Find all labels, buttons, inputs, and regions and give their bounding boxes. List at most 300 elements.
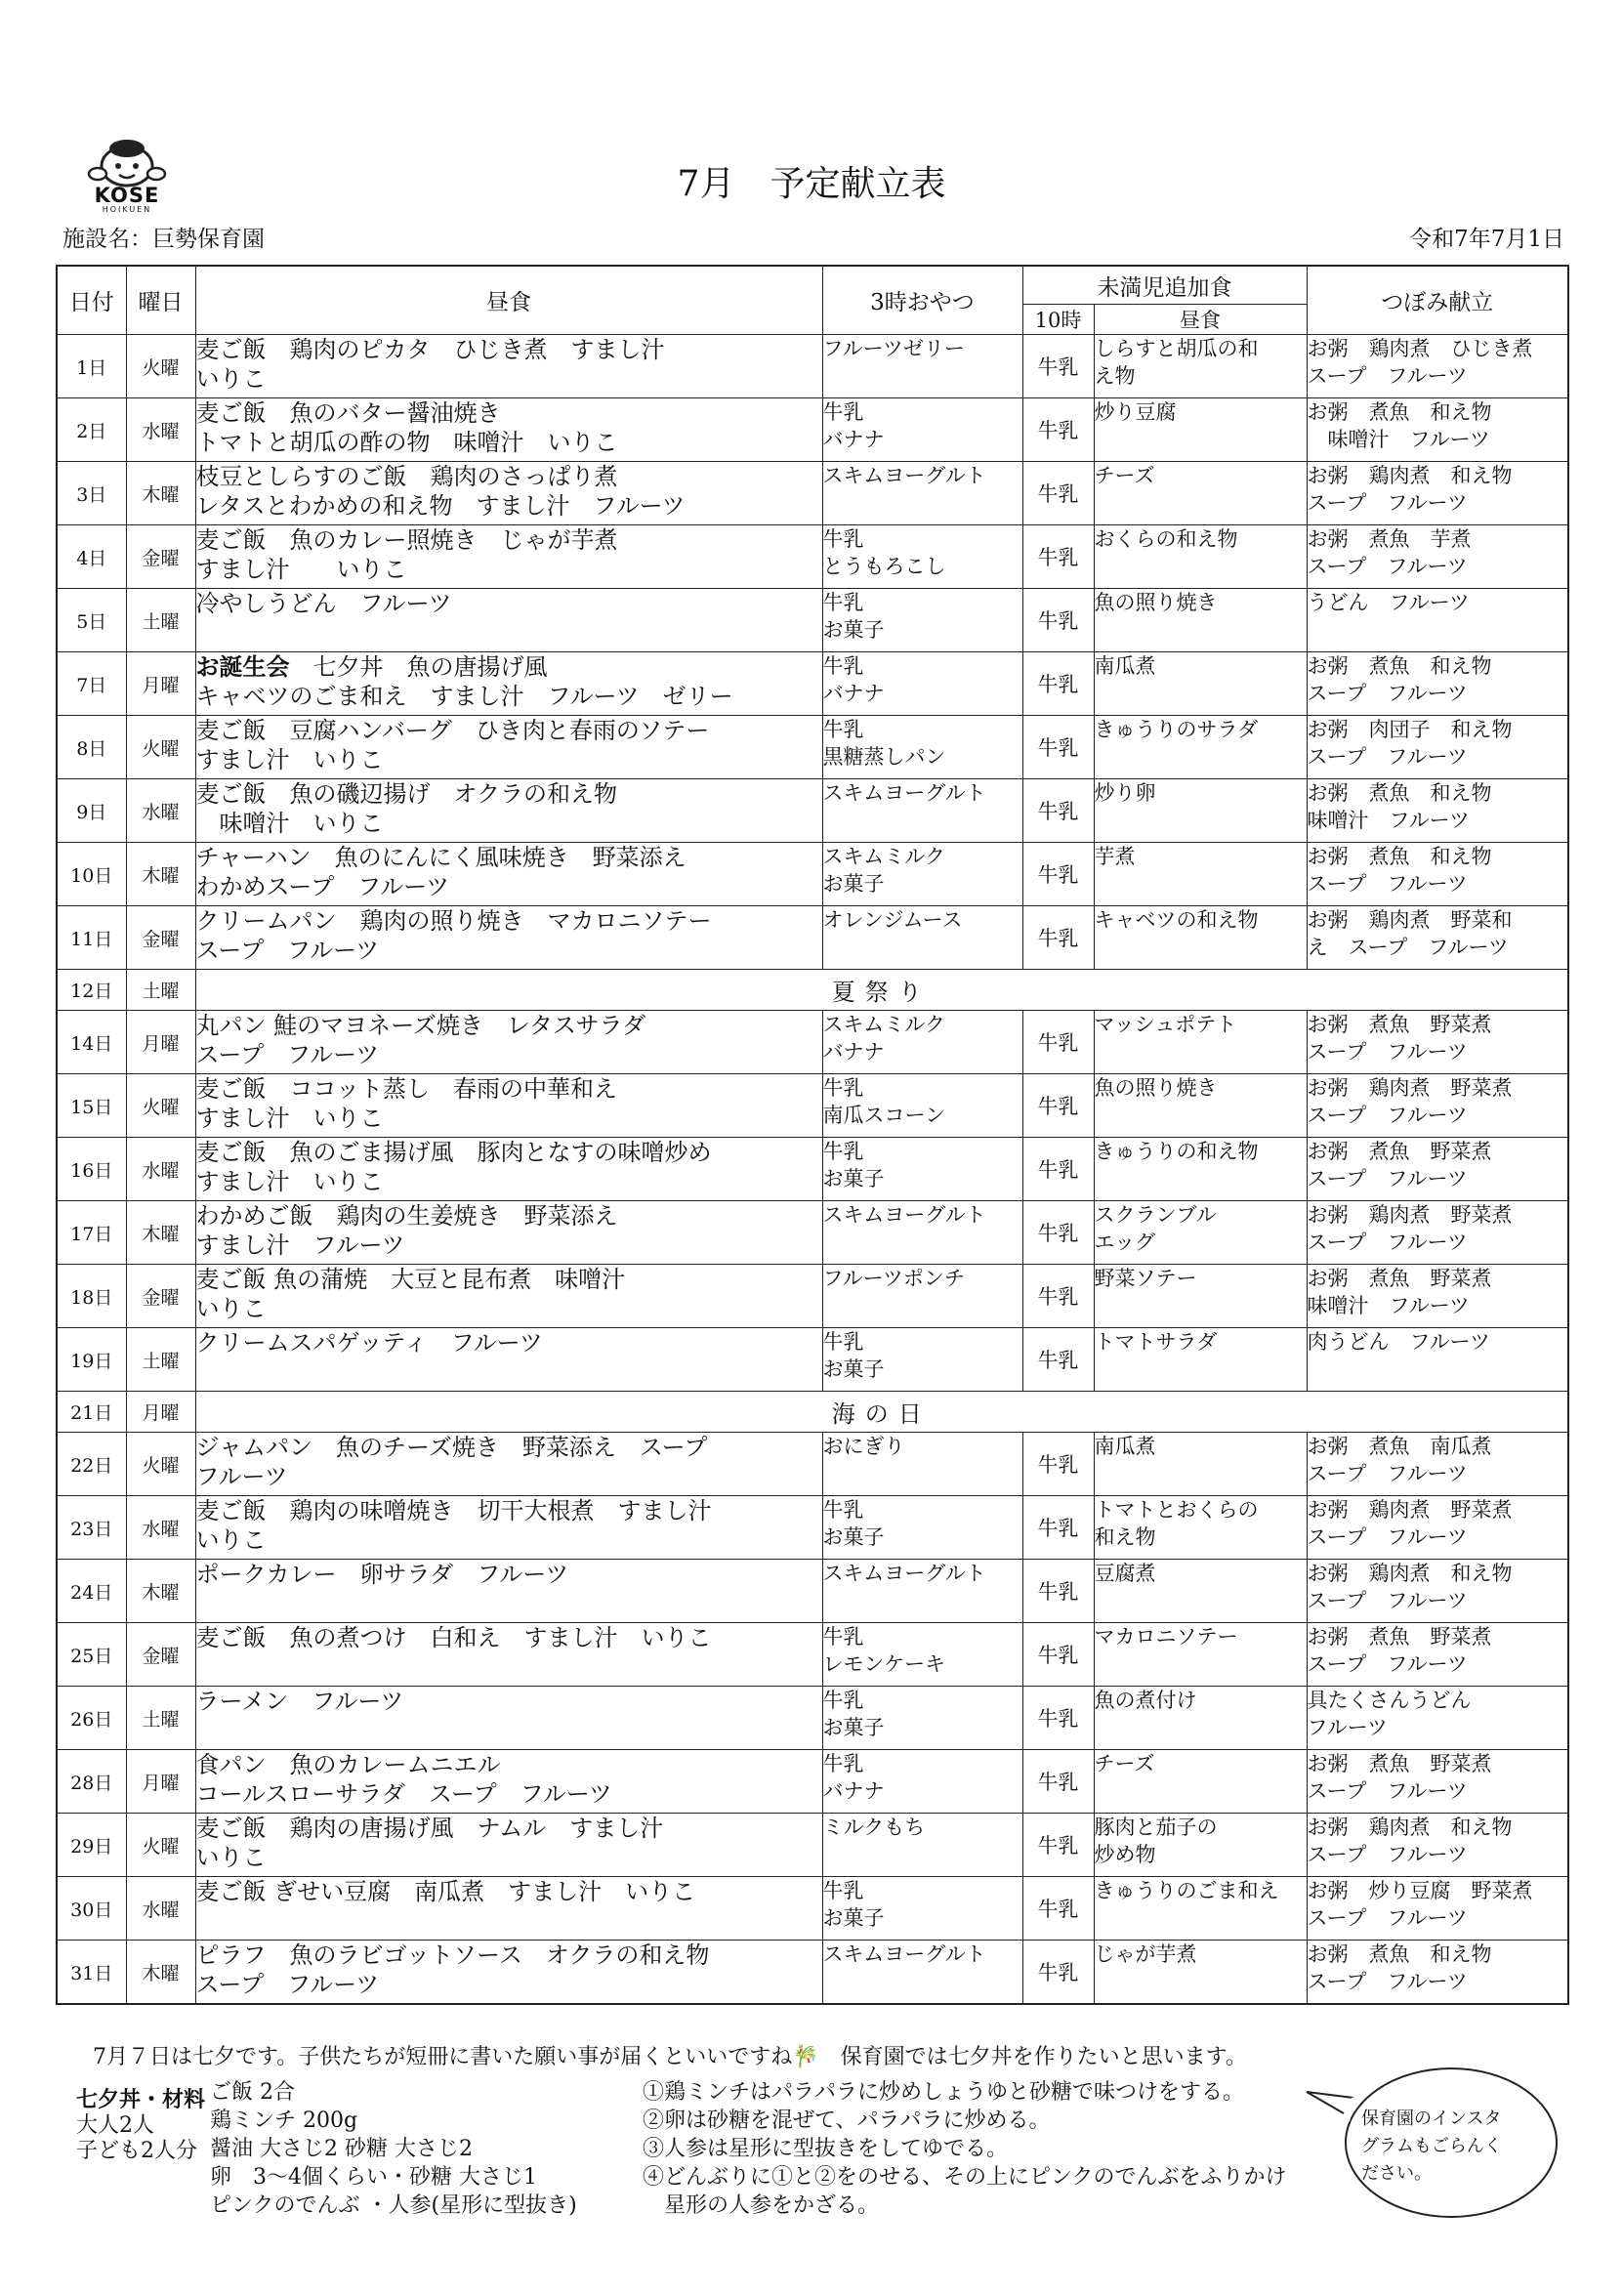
- col-lunch-header: 昼食: [195, 266, 822, 335]
- day-cell: 22日: [57, 1433, 126, 1496]
- lunch-line: スープ フルーツ: [195, 1041, 380, 1068]
- recipe-step: ②卵は砂糖を混ぜて、パラパラに炒める。: [643, 2108, 1051, 2133]
- lunch-line: ラーメン フルーツ: [195, 1688, 404, 1715]
- ten-oclock-cell: 牛乳: [1022, 1138, 1094, 1201]
- table-row: [57, 1138, 1568, 1201]
- lunch-cell: [195, 1074, 822, 1138]
- tsubomi-line: お粥 肉団子 和え物: [1307, 718, 1513, 741]
- lunch-line: 冷やしうどん フルーツ: [195, 590, 452, 617]
- lunch-line: わかめご飯 鶏肉の生姜焼き 野菜添え: [195, 1202, 618, 1230]
- lunch-cell: [195, 335, 822, 398]
- snack-line: おにぎり: [822, 1435, 905, 1458]
- tsubomi-cell: [1307, 589, 1568, 652]
- weekday-cell: 月曜: [126, 1392, 195, 1433]
- snack-line: お菓子: [822, 1716, 885, 1739]
- col-tsubomi-header: つぼみ献立: [1307, 266, 1568, 335]
- snack-line: スキムヨーグルト: [822, 1942, 986, 1966]
- table-row: [57, 652, 1568, 716]
- infant-lunch-cell: [1094, 1496, 1307, 1560]
- lunch-cell: [195, 843, 822, 906]
- tsubomi-line: スープ フルーツ: [1307, 745, 1468, 769]
- lunch-cell: [195, 1433, 822, 1496]
- col-snack-header: 3時おやつ: [822, 266, 1022, 335]
- infant-lunch-line: 野菜ソテー: [1094, 1267, 1197, 1290]
- weekday-cell: 水曜: [126, 398, 195, 462]
- ten-oclock-cell: 牛乳: [1022, 1623, 1094, 1687]
- infant-lunch-line: しらすと胡瓜の和: [1094, 337, 1259, 360]
- lunch-line: 麦ご飯 ぎせい豆腐 南瓜煮 すまし汁 いりこ: [195, 1878, 696, 1905]
- table-row: [57, 1011, 1568, 1074]
- day-cell: 10日: [57, 843, 126, 906]
- tsubomi-line: 具たくさんうどん: [1307, 1689, 1472, 1712]
- lunch-cell: [195, 525, 822, 589]
- recipe-title: 七夕丼・材料: [76, 2087, 206, 2112]
- ten-oclock-cell: 牛乳: [1022, 1750, 1094, 1814]
- infant-lunch-line: 炒り豆腐: [1094, 400, 1177, 424]
- day-cell: 12日: [57, 970, 126, 1011]
- snack-cell: [822, 1623, 1022, 1687]
- lunch-line: ピラフ 魚のラビゴットソース オクラの和え物: [195, 1941, 710, 1969]
- lunch-line: いりこ: [195, 1295, 267, 1322]
- tsubomi-line: お粥 鶏肉煮 和え物: [1307, 1816, 1513, 1839]
- tsubomi-cell: [1307, 652, 1568, 716]
- tsubomi-line: 味噌汁 フルーツ: [1307, 1294, 1470, 1317]
- table-row: [57, 1328, 1568, 1392]
- table-row: [57, 1496, 1568, 1560]
- tsubomi-line: スープ フルーツ: [1307, 491, 1468, 515]
- weekday-cell: 金曜: [126, 1265, 195, 1328]
- tsubomi-line: スープ フルーツ: [1307, 555, 1468, 578]
- infant-lunch-line: 和え物: [1094, 1525, 1156, 1549]
- lunch-line: 麦ご飯 ココット蒸し 春雨の中華和え: [195, 1075, 618, 1103]
- day-cell: 25日: [57, 1623, 126, 1687]
- table-row: [57, 1623, 1568, 1687]
- ten-oclock-cell: 牛乳: [1022, 1687, 1094, 1750]
- day-cell: 16日: [57, 1138, 126, 1201]
- lunch-cell: [195, 1877, 822, 1941]
- lunch-line: 麦ご飯 魚のカレー照焼き じゃが芋煮: [195, 526, 618, 554]
- tsubomi-line: お粥 煮魚 芋煮: [1307, 527, 1472, 551]
- infant-lunch-line: キャベツの和え物: [1094, 908, 1259, 932]
- snack-line: 牛乳: [822, 1140, 864, 1163]
- table-row: [57, 589, 1568, 652]
- infant-lunch-line: 魚の煮付け: [1094, 1689, 1197, 1712]
- recipe-step: ①鶏ミンチはパラパラに炒めしょうゆと砂糖で味つけをする。: [643, 2080, 1245, 2105]
- snack-cell: [822, 1011, 1022, 1074]
- snack-line: スキムミルク: [822, 1013, 945, 1036]
- tsubomi-cell: [1307, 1560, 1568, 1623]
- tsubomi-line: 肉うどん フルーツ: [1307, 1330, 1490, 1354]
- tsubomi-line: お粥 煮魚 和え物: [1307, 654, 1492, 678]
- table-row: [57, 1201, 1568, 1265]
- event-row: [57, 970, 1568, 1011]
- weekday-cell: 木曜: [126, 1201, 195, 1265]
- lunch-line: レタスとわかめの和え物 すまし汁 フルーツ: [195, 492, 686, 520]
- tsubomi-line: スープ フルーツ: [1307, 1525, 1468, 1549]
- lunch-line: すまし汁 いりこ: [195, 1168, 384, 1195]
- snack-cell: [822, 525, 1022, 589]
- table-row: [57, 906, 1568, 970]
- day-cell: 21日: [57, 1392, 126, 1433]
- ingredient-item: 鶏ミンチ 200g: [210, 2108, 358, 2133]
- lunch-text: 七夕丼 魚の唐揚げ風: [289, 653, 548, 681]
- lunch-cell: [195, 1687, 822, 1750]
- weekday-cell: 木曜: [126, 1941, 195, 2005]
- lunch-line: いりこ: [195, 365, 267, 393]
- snack-line: バナナ: [822, 1040, 885, 1064]
- snack-cell: [822, 1750, 1022, 1814]
- col-infant-header: 未満児追加食: [1022, 266, 1307, 305]
- weekday-cell: 土曜: [126, 1687, 195, 1750]
- infant-lunch-line: トマトサラダ: [1094, 1330, 1218, 1354]
- ten-oclock-cell: 牛乳: [1022, 1328, 1094, 1392]
- ten-oclock-cell: 牛乳: [1022, 1496, 1094, 1560]
- lunch-cell: [195, 589, 822, 652]
- lunch-line: フルーツ: [195, 1463, 288, 1490]
- lunch-line: 麦ご飯 鶏肉の味噌焼き 切干大根煮 すまし汁: [195, 1497, 712, 1524]
- recipe-ingredients: [210, 2078, 577, 2220]
- snack-line: 牛乳: [822, 654, 864, 678]
- lunch-cell: [195, 1496, 822, 1560]
- ingredient-item: ご飯 2合: [210, 2080, 295, 2105]
- lunch-line: 麦ご飯 魚の煮つけ 白和え すまし汁 いりこ: [195, 1624, 712, 1651]
- lunch-line: 麦ご飯 鶏肉の唐揚げ風 ナムル すまし汁: [195, 1815, 664, 1842]
- weekday-cell: 火曜: [126, 1814, 195, 1877]
- infant-lunch-line: きゅうりのごま和え: [1094, 1879, 1279, 1902]
- tsubomi-cell: [1307, 525, 1568, 589]
- weekday-cell: 土曜: [126, 589, 195, 652]
- weekday-cell: 金曜: [126, 525, 195, 589]
- snack-cell: [822, 589, 1022, 652]
- tsubomi-line: スープ フルーツ: [1307, 1167, 1468, 1190]
- infant-lunch-line: トマトとおくらの: [1094, 1498, 1259, 1522]
- lunch-line: すまし汁 いりこ: [195, 1105, 384, 1132]
- tsubomi-line: スープ フルーツ: [1307, 1589, 1468, 1612]
- lunch-line: スープ フルーツ: [195, 937, 380, 964]
- snack-line: お菓子: [822, 1357, 885, 1381]
- weekday-cell: 火曜: [126, 1433, 195, 1496]
- weekday-cell: 火曜: [126, 716, 195, 779]
- snack-cell: [822, 843, 1022, 906]
- infant-lunch-cell: [1094, 1328, 1307, 1392]
- tsubomi-line: お粥 煮魚 野菜煮: [1307, 1752, 1492, 1775]
- tsubomi-line: お粥 煮魚 和え物: [1307, 845, 1492, 868]
- col-infant-lunch-header: 昼食: [1094, 305, 1307, 335]
- tsubomi-cell: [1307, 1328, 1568, 1392]
- snack-line: 牛乳: [822, 1498, 864, 1522]
- lunch-cell: [195, 1814, 822, 1877]
- lunch-line: 麦ご飯 鶏肉のピカタ ひじき煮 すまし汁: [195, 336, 665, 363]
- snack-line: スキムヨーグルト: [822, 464, 986, 487]
- day-cell: 11日: [57, 906, 126, 970]
- ten-oclock-cell: 牛乳: [1022, 1877, 1094, 1941]
- lunch-line: すまし汁 フルーツ: [195, 1231, 405, 1259]
- instagram-bubble: [1305, 2063, 1561, 2223]
- snack-cell: [822, 1941, 1022, 2005]
- lunch-line: 味噌汁 いりこ: [195, 810, 384, 837]
- lunch-line: ジャムパン 魚のチーズ焼き 野菜添え スープ: [195, 1434, 708, 1461]
- tsubomi-cell: [1307, 1011, 1568, 1074]
- ten-oclock-cell: 牛乳: [1022, 1941, 1094, 2005]
- lunch-line: キャベツのごま和え すまし汁 フルーツ ゼリー: [195, 683, 733, 710]
- event-cell: 夏祭り: [195, 970, 1568, 1011]
- lunch-line: 麦ご飯 魚の磯辺揚げ オクラの和え物: [195, 780, 618, 808]
- weekday-cell: 火曜: [126, 1074, 195, 1138]
- col-day-header: 日付: [57, 266, 126, 335]
- lunch-cell: [195, 906, 822, 970]
- infant-lunch-cell: [1094, 462, 1307, 525]
- infant-lunch-cell: [1094, 1623, 1307, 1687]
- lunch-line: すまし汁 いりこ: [195, 556, 407, 583]
- tsubomi-line: お粥 炒り豆腐 野菜煮: [1307, 1879, 1533, 1902]
- snack-line: スキムヨーグルト: [822, 1203, 986, 1227]
- tsubomi-line: スープ フルーツ: [1307, 1652, 1468, 1676]
- tsubomi-line: スープ フルーツ: [1307, 1040, 1468, 1064]
- day-cell: 8日: [57, 716, 126, 779]
- snack-line: お菓子: [822, 1525, 885, 1549]
- table-row: [57, 462, 1568, 525]
- lunch-cell: [195, 1138, 822, 1201]
- snack-line: 牛乳: [822, 400, 864, 424]
- infant-lunch-line: スクランブル: [1094, 1203, 1217, 1227]
- lunch-line: わかめスープ フルーツ: [195, 873, 450, 900]
- weekday-cell: 土曜: [126, 1328, 195, 1392]
- ten-oclock-cell: 牛乳: [1022, 1560, 1094, 1623]
- snack-cell: [822, 398, 1022, 462]
- snack-cell: [822, 652, 1022, 716]
- table-row: [57, 1750, 1568, 1814]
- weekday-cell: 月曜: [126, 1750, 195, 1814]
- table-row: [57, 1941, 1568, 2005]
- infant-lunch-line: マカロニソテー: [1094, 1625, 1238, 1649]
- snack-cell: [822, 779, 1022, 843]
- tsubomi-cell: [1307, 398, 1568, 462]
- lunch-line: クリームパン 鶏肉の照り焼き マカロニソテー: [195, 907, 712, 935]
- infant-lunch-line: 豚肉と茄子の: [1094, 1816, 1218, 1839]
- weekday-cell: 水曜: [126, 1496, 195, 1560]
- infant-lunch-line: じゃが芋煮: [1094, 1942, 1197, 1966]
- weekday-cell: 金曜: [126, 1623, 195, 1687]
- tsubomi-cell: [1307, 843, 1568, 906]
- lunch-line: 食パン 魚のカレームニエル: [195, 1751, 501, 1778]
- page-title: 7月 予定献立表: [677, 164, 946, 204]
- tsubomi-line: お粥 鶏肉煮 野菜和: [1307, 908, 1513, 932]
- infant-lunch-line: 魚の照り焼き: [1094, 1076, 1218, 1100]
- infant-lunch-cell: [1094, 1814, 1307, 1877]
- snack-line: バナナ: [822, 428, 885, 451]
- infant-lunch-line: エッグ: [1094, 1231, 1156, 1254]
- ten-oclock-cell: 牛乳: [1022, 589, 1094, 652]
- tsubomi-cell: [1307, 1201, 1568, 1265]
- infant-lunch-cell: [1094, 1560, 1307, 1623]
- snack-cell: [822, 1201, 1022, 1265]
- lunch-line: 麦ご飯 魚の蒲焼 大豆と昆布煮 味噌汁: [195, 1266, 626, 1293]
- snack-line: バナナ: [822, 682, 885, 705]
- day-cell: 5日: [57, 589, 126, 652]
- recipe-servings-child: 子ども2人分: [76, 2139, 197, 2163]
- lunch-line: いりこ: [195, 1844, 267, 1871]
- lunch-line: トマトと胡瓜の酢の物 味噌汁 いりこ: [195, 429, 618, 456]
- table-row: [57, 335, 1568, 398]
- snack-line: フルーツゼリー: [822, 337, 965, 360]
- table-row: [57, 843, 1568, 906]
- tsubomi-cell: [1307, 1265, 1568, 1328]
- infant-lunch-line: 芋煮: [1094, 845, 1136, 868]
- lunch-line: 麦ご飯 豆腐ハンバーグ ひき肉と春雨のソテー: [195, 717, 710, 744]
- infant-lunch-line: 炒め物: [1094, 1843, 1156, 1866]
- table-row: [57, 1265, 1568, 1328]
- snack-line: お菓子: [822, 1906, 885, 1930]
- ten-oclock-cell: 牛乳: [1022, 1011, 1094, 1074]
- day-cell: 18日: [57, 1265, 126, 1328]
- day-cell: 28日: [57, 1750, 126, 1814]
- tanabata-note: 7月７日は七夕です。子供たちが短冊に書いた願い事が届くといいですね🎋 保育園では七夕丼を作りたいと思います。: [93, 2045, 1247, 2069]
- menu-table: [56, 265, 1569, 2005]
- infant-lunch-cell: [1094, 398, 1307, 462]
- issue-date: 令和7年7月1日: [1409, 227, 1564, 252]
- day-cell: 24日: [57, 1560, 126, 1623]
- table-row: [57, 1814, 1568, 1877]
- infant-lunch-line: チーズ: [1094, 464, 1155, 487]
- tsubomi-cell: [1307, 462, 1568, 525]
- infant-lunch-cell: [1094, 906, 1307, 970]
- snack-cell: [822, 1496, 1022, 1560]
- snack-cell: [822, 906, 1022, 970]
- lunch-line: クリームスパゲッティ フルーツ: [195, 1329, 543, 1357]
- snack-cell: [822, 1560, 1022, 1623]
- snack-line: レモンケーキ: [822, 1652, 946, 1676]
- ten-oclock-cell: 牛乳: [1022, 843, 1094, 906]
- table-row: [57, 1433, 1568, 1496]
- ten-oclock-cell: 牛乳: [1022, 462, 1094, 525]
- day-cell: 9日: [57, 779, 126, 843]
- table-row: [57, 1877, 1568, 1941]
- recipe-steps: [643, 2078, 1287, 2220]
- snack-line: とうもろこし: [822, 555, 946, 578]
- ingredient-item: ピンクのでんぶ ・人参(星形に型抜き): [210, 2193, 577, 2218]
- lunch-line: [196, 652, 822, 682]
- lunch-line: スープ フルーツ: [195, 1971, 380, 1998]
- tsubomi-cell: [1307, 1814, 1568, 1877]
- snack-line: 牛乳: [822, 718, 864, 741]
- logo-name: KOSE: [94, 184, 160, 207]
- facility-name: 施設名：巨勢保育園: [62, 227, 265, 252]
- infant-lunch-cell: [1094, 843, 1307, 906]
- day-cell: 29日: [57, 1814, 126, 1877]
- snack-cell: [822, 1433, 1022, 1496]
- tsubomi-line: お粥 煮魚 野菜煮: [1307, 1140, 1492, 1163]
- tsubomi-cell: [1307, 1687, 1568, 1750]
- tsubomi-line: スープ フルーツ: [1307, 1843, 1468, 1866]
- ingredient-item: 卵 3～4個くらい・砂糖 大さじ1: [210, 2165, 537, 2190]
- lunch-highlight: お誕生会: [195, 652, 290, 681]
- event-row: [57, 1392, 1568, 1433]
- infant-lunch-cell: [1094, 1877, 1307, 1941]
- ten-oclock-cell: 牛乳: [1022, 1074, 1094, 1138]
- ten-oclock-cell: 牛乳: [1022, 779, 1094, 843]
- snack-line: 牛乳: [822, 1689, 864, 1712]
- tsubomi-line: お粥 煮魚 野菜煮: [1307, 1013, 1492, 1036]
- lunch-cell: [195, 462, 822, 525]
- ingredient-item: 醤油 大さじ2 砂糖 大さじ2: [210, 2137, 473, 2161]
- tsubomi-line: お粥 鶏肉煮 野菜煮: [1307, 1076, 1513, 1100]
- infant-lunch-cell: [1094, 1750, 1307, 1814]
- snack-line: オレンジムース: [822, 908, 963, 932]
- weekday-cell: 木曜: [126, 462, 195, 525]
- snack-line: ミルクもち: [822, 1816, 926, 1839]
- event-cell: 海の日: [195, 1392, 1568, 1433]
- tsubomi-line: フルーツ: [1307, 1716, 1388, 1739]
- menu-body: [57, 335, 1568, 2005]
- table-row: [57, 525, 1568, 589]
- lunch-cell: [195, 1265, 822, 1328]
- infant-lunch-cell: [1094, 652, 1307, 716]
- infant-lunch-line: 南瓜煮: [1094, 1435, 1156, 1458]
- snack-line: 牛乳: [822, 1879, 864, 1902]
- infant-lunch-line: きゅうりのサラダ: [1094, 718, 1259, 741]
- snack-line: お菓子: [822, 618, 885, 642]
- snack-line: 牛乳: [822, 527, 864, 551]
- day-cell: 14日: [57, 1011, 126, 1074]
- snack-line: スキムヨーグルト: [822, 1562, 986, 1585]
- col-weekday-header: 曜日: [126, 266, 195, 335]
- tsubomi-cell: [1307, 1074, 1568, 1138]
- lunch-cell: [195, 1201, 822, 1265]
- tsubomi-line: お粥 煮魚 南瓜煮: [1307, 1435, 1492, 1458]
- lunch-cell: [195, 1560, 822, 1623]
- snack-line: フルーツポンチ: [822, 1267, 965, 1290]
- lunch-line: 麦ご飯 魚のごま揚げ風 豚肉となすの味噌炒め: [195, 1139, 712, 1166]
- table-row: [57, 1687, 1568, 1750]
- weekday-cell: 土曜: [126, 970, 195, 1011]
- infant-lunch-cell: [1094, 1687, 1307, 1750]
- tsubomi-line: スープ フルーツ: [1307, 1231, 1468, 1254]
- tsubomi-line: スープ フルーツ: [1307, 1462, 1468, 1485]
- tsubomi-line: お粥 煮魚 和え物: [1307, 1942, 1492, 1966]
- day-cell: 7日: [57, 652, 126, 716]
- lunch-cell: [195, 1623, 822, 1687]
- day-cell: 31日: [57, 1941, 126, 2005]
- tsubomi-cell: [1307, 1941, 1568, 2005]
- snack-line: お菓子: [822, 872, 885, 896]
- tsubomi-cell: [1307, 716, 1568, 779]
- snack-line: 黒糖蒸しパン: [822, 745, 946, 769]
- tsubomi-cell: [1307, 779, 1568, 843]
- snack-cell: [822, 462, 1022, 525]
- table-row: [57, 716, 1568, 779]
- snack-line: 牛乳: [822, 591, 864, 614]
- tsubomi-line: スープ フルーツ: [1307, 1906, 1468, 1930]
- table-row: [57, 398, 1568, 462]
- lunch-line: 麦ご飯 魚のバター醤油焼き: [195, 399, 501, 427]
- tsubomi-line: お粥 鶏肉煮 野菜煮: [1307, 1498, 1513, 1522]
- infant-lunch-line: 豆腐煮: [1094, 1562, 1156, 1585]
- lunch-cell: [195, 716, 822, 779]
- ten-oclock-cell: 牛乳: [1022, 335, 1094, 398]
- tsubomi-line: お粥 煮魚 野菜煮: [1307, 1625, 1492, 1649]
- infant-lunch-line: 炒り卵: [1094, 781, 1156, 805]
- weekday-cell: 水曜: [126, 779, 195, 843]
- snack-cell: [822, 1074, 1022, 1138]
- day-cell: 26日: [57, 1687, 126, 1750]
- tsubomi-line: 味噌汁 フルーツ: [1307, 428, 1490, 451]
- logo-sub: HOIKUEN: [102, 205, 152, 214]
- infant-lunch-line: チーズ: [1094, 1752, 1155, 1775]
- tsubomi-cell: [1307, 1496, 1568, 1560]
- tsubomi-line: え スープ フルーツ: [1307, 936, 1509, 959]
- tsubomi-line: スープ フルーツ: [1307, 1104, 1468, 1127]
- weekday-cell: 木曜: [126, 843, 195, 906]
